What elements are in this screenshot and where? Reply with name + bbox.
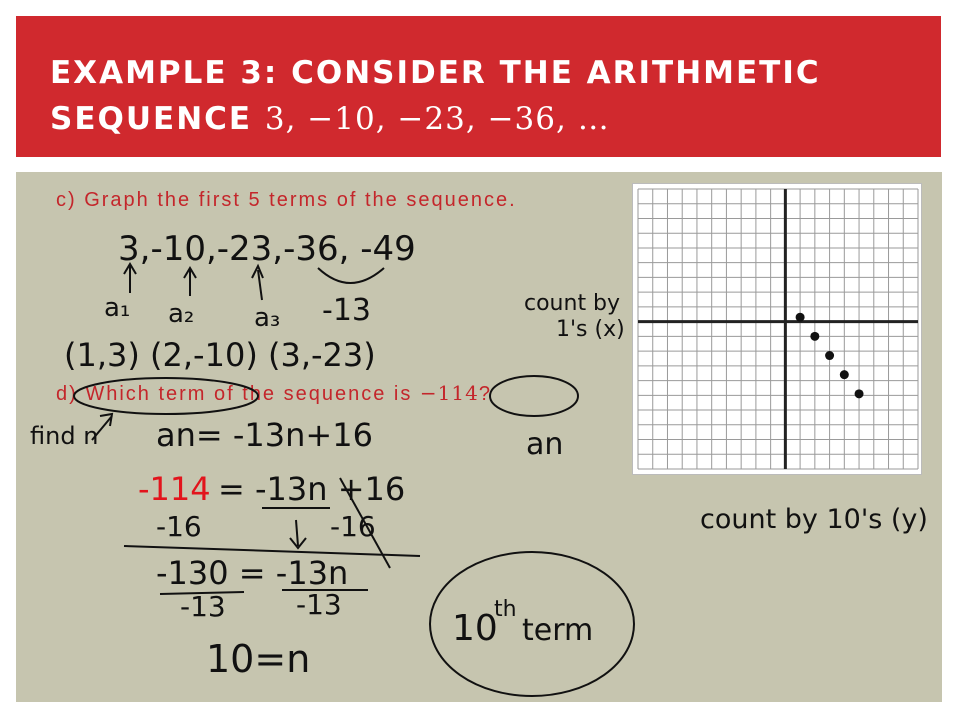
label-a3: a₃ xyxy=(254,303,281,333)
label-a2: a₂ xyxy=(168,299,195,329)
target-value-circle xyxy=(490,376,578,416)
answer-ordinal: th xyxy=(494,597,517,622)
general-formula: an= -13n+16 xyxy=(156,416,373,454)
title-line-2-prefix: SEQUENCE xyxy=(50,101,265,137)
answer-word: term xyxy=(522,613,594,648)
part-d-target-value: −114 xyxy=(419,381,479,405)
difference-brace xyxy=(318,268,384,283)
subtract-right: -16 xyxy=(330,510,376,543)
part-d-prompt-end: ? xyxy=(478,383,492,405)
divide-left: -13 xyxy=(180,590,226,623)
an-label: an xyxy=(526,427,564,462)
which-term-circle xyxy=(74,378,258,414)
handwritten-points: (1,3) (2,-10) (3,-23) xyxy=(64,336,376,374)
step-two-equation: -130 = -13n xyxy=(156,554,349,592)
answer-number: 10 xyxy=(452,608,498,649)
divide-right: -13 xyxy=(296,588,342,621)
arrow-a3-icon xyxy=(252,266,263,300)
common-difference: -13 xyxy=(322,293,371,328)
part-c-prompt: c) Graph the first 5 terms of the sequence. xyxy=(56,189,517,211)
find-n-note: find n xyxy=(30,422,99,450)
carry-down-arrow-icon xyxy=(290,520,306,548)
equation-rhs: = -13n +16 xyxy=(218,470,406,508)
title-line-1: EXAMPLE 3: CONSIDER THE ARITHMETIC xyxy=(50,55,821,91)
title-sequence-math: 3, −10, −23, −36, … xyxy=(264,101,610,137)
label-a1: a₁ xyxy=(104,293,131,323)
x-scale-note-1: count by xyxy=(524,291,621,316)
y-scale-note: count by 10's (y) xyxy=(700,504,928,535)
solution-n: 10=n xyxy=(206,637,311,681)
handwritten-sequence: 3,-10,-23,-36, -49 xyxy=(118,229,416,269)
subtract-left: -16 xyxy=(156,510,202,543)
arrow-a2-icon xyxy=(184,268,196,296)
x-scale-note-2: 1's (x) xyxy=(556,317,625,342)
part-d-prompt-text: d) Which term of the sequence is xyxy=(56,383,420,405)
equation-lhs-red: -114 xyxy=(138,470,211,508)
